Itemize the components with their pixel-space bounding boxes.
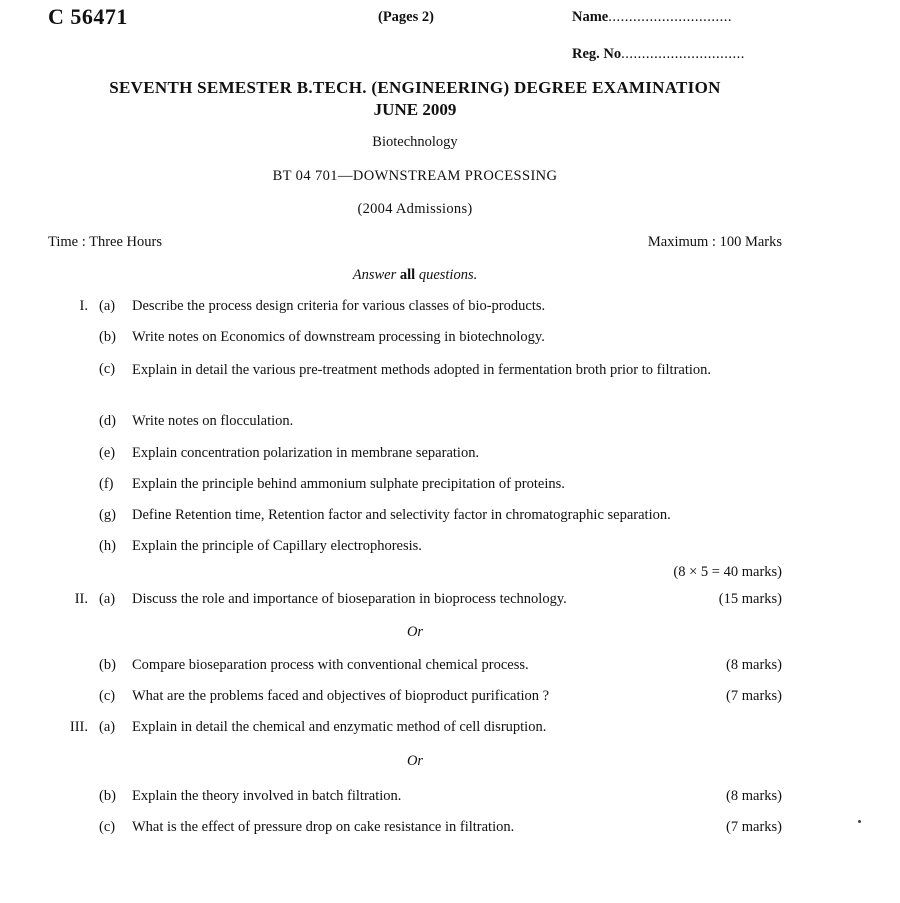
instruction — [0, 267, 830, 284]
part-label: (g) — [99, 507, 116, 523]
question-number: III. — [69, 719, 88, 735]
part-text: Explain concentration polarization in membrane separation. — [132, 445, 480, 461]
part-text: Describe the process design criteria for various classes of bio-products. — [132, 298, 546, 314]
part-text: Explain the principle behind ammonium sulphate precipitation of proteins. — [132, 476, 565, 492]
part-label: (a) — [99, 298, 116, 314]
part-label: (b) — [99, 329, 116, 345]
reg-no-label: Reg. No — [572, 46, 622, 62]
part-label: (a) — [99, 719, 116, 735]
page-count: (Pages 2) — [378, 9, 434, 25]
marks-allocation: (8 marks) — [726, 657, 782, 673]
admission-scheme: (2004 Admissions) — [357, 201, 473, 217]
part-text: Define Retention time, Retention factor and selectivity factor in chromatographic separation. — [132, 507, 671, 523]
part-label: (c) — [99, 819, 116, 835]
name-dots: .............................. — [608, 9, 732, 25]
marks-allocation: (7 marks) — [726, 819, 782, 835]
name-label: Name — [572, 9, 609, 25]
course-title: BT 04 701—DOWNSTREAM PROCESSING — [272, 168, 558, 184]
reg-no-field — [572, 46, 745, 63]
instruction-post: questions. — [418, 267, 478, 283]
part-label: (d) — [99, 413, 116, 429]
name-field — [572, 9, 732, 26]
part-label: (f) — [99, 476, 114, 492]
instruction-pre: Answer — [352, 267, 397, 283]
marks-allocation: (7 marks) — [726, 688, 782, 704]
exam-session: JUNE 2009 — [373, 100, 457, 119]
part-label: (c) — [99, 361, 116, 377]
part-text: Explain in detail the various pre-treatment methods adopted in fermentation broth prior to filtration. — [132, 362, 712, 378]
or-separator: Or — [406, 753, 424, 769]
part-text: Compare bioseparation process with conventional chemical process. — [132, 657, 529, 673]
part-label: (b) — [99, 657, 116, 673]
part-text: Write notes on Economics of downstream processing in biotechnology. — [132, 329, 545, 345]
part-text: Discuss the role and importance of bioseparation in bioprocess technology. — [132, 591, 567, 607]
paper-code: C 56471 — [48, 4, 128, 29]
part-label: (e) — [99, 445, 116, 461]
part-text: What is the effect of pressure drop on cake resistance in filtration. — [132, 819, 515, 835]
part-text: Explain in detail the chemical and enzymatic method of cell disruption. — [132, 719, 547, 735]
branch-name: Biotechnology — [372, 134, 458, 150]
or-separator: Or — [406, 624, 424, 640]
part-text: Explain the principle of Capillary electrophoresis. — [132, 538, 422, 554]
part-label: (h) — [99, 538, 116, 554]
maximum-marks: Maximum : 100 Marks — [647, 234, 782, 250]
marks-allocation: (8 × 5 = 40 marks) — [673, 564, 782, 580]
part-text: What are the problems faced and objectives of bioproduct purification ? — [132, 688, 550, 704]
marks-allocation: (8 marks) — [726, 788, 782, 804]
handwritten-note-scribble — [600, 0, 785, 6]
part-label: (a) — [99, 591, 116, 607]
part-label: (b) — [99, 788, 116, 804]
reg-no-dots: .............................. — [621, 46, 745, 62]
question-number: I. — [79, 298, 88, 314]
instruction-bold: all — [399, 267, 416, 283]
exam-title: SEVENTH SEMESTER B.TECH. (ENGINEERING) DEGREE EXAMINATION — [109, 78, 721, 97]
scan-speck — [858, 820, 861, 823]
part-text: Write notes on flocculation. — [132, 413, 294, 429]
question-number: II. — [74, 591, 88, 607]
exam-duration: Time : Three Hours — [48, 234, 162, 250]
marks-allocation: (15 marks) — [718, 591, 782, 607]
part-text: Explain the theory involved in batch filtration. — [132, 788, 402, 804]
part-label: (c) — [99, 688, 116, 704]
